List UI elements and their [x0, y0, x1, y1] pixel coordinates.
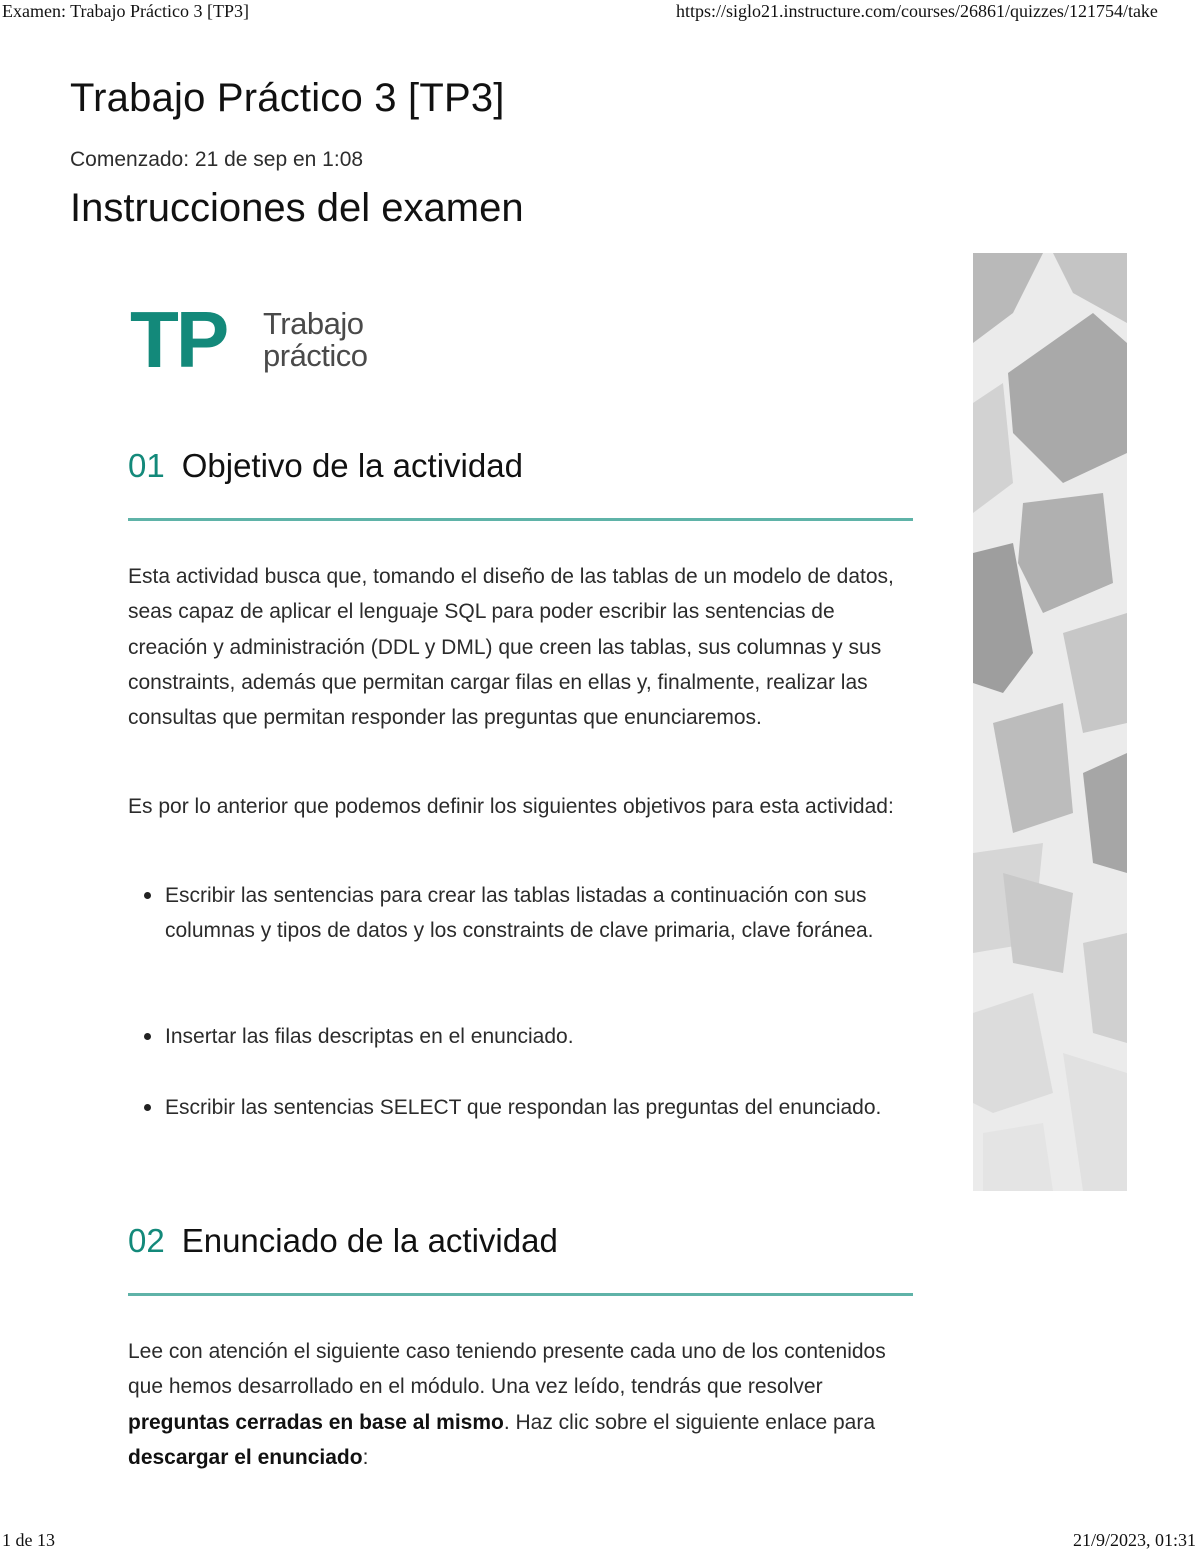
statement-bold-1: preguntas cerradas en base al mismo	[128, 1410, 504, 1434]
list-item-text: Insertar las filas descriptas en el enunciado.	[165, 1025, 574, 1048]
instructions-title: Instrucciones del examen	[70, 186, 524, 230]
section-divider	[128, 518, 913, 521]
list-item	[165, 878, 915, 949]
list-item-text: Escribir las sentencias SELECT que respondan las preguntas del enunciado.	[165, 1096, 882, 1119]
section-title: Enunciado de la actividad	[181, 1222, 558, 1259]
section-title: Objetivo de la actividad	[181, 447, 523, 484]
print-page-url: https://siglo21.instructure.com/courses/26861/quizzes/121754/take	[676, 1, 1158, 21]
print-datetime: 21/9/2023, 01:31	[1072, 1530, 1196, 1550]
bullet-dot	[144, 1104, 151, 1111]
tp-logo	[130, 295, 400, 388]
statement-text-3: :	[362, 1445, 369, 1469]
tp-logo-word-1: Trabajo	[263, 306, 364, 341]
statement-paragraph	[128, 1334, 918, 1475]
tp-logo-words	[263, 308, 368, 372]
section-heading-statement	[128, 1222, 913, 1260]
list-item	[165, 1019, 915, 1054]
bullet-dot	[144, 1033, 151, 1040]
print-footer	[0, 1530, 1200, 1556]
statement-text-2: . Haz clic sobre el siguiente enlace para	[503, 1410, 876, 1434]
print-header	[0, 1, 1200, 27]
print-page-number: 1 de 13	[2, 1530, 55, 1550]
tp-logo-word-2: práctico	[263, 338, 368, 373]
list-item	[165, 1090, 915, 1125]
section-number: 01	[128, 447, 165, 484]
tp-logo-letters: TP	[130, 295, 227, 384]
quiz-started-date: Comenzado: 21 de sep en 1:08	[70, 148, 364, 171]
section-number: 02	[128, 1222, 165, 1259]
objective-paragraph-1: Esta actividad busca que, tomando el diseño de las tablas de un modelo de datos, seas capaz de aplicar el lenguaje SQL para poder escribir las sentencias de creación y administración (DDL y DML) que creen las tablas, sus columnas y sus constraints, además que permitan cargar filas en ellas y, finalmente, realizar las consultas que permitan responder las preguntas que enunciaremos.	[128, 565, 894, 730]
page-title: Trabajo Práctico 3 [TP3]	[70, 76, 505, 120]
statement-text-1: Lee con atención el siguiente caso teniendo presente cada uno de los contenidos que hemos desarrollado en el módulo. Una vez leído, tendrás que resolver	[128, 1340, 886, 1399]
decorative-side-image	[973, 253, 1127, 1191]
list-item-text: Escribir las sentencias para crear las tablas listadas a continuación con sus columnas y tipos de datos y los constraints de clave primaria, clave foránea.	[165, 884, 874, 943]
bullet-dot	[144, 892, 151, 899]
section-heading-objective	[128, 447, 913, 485]
section-divider	[128, 1293, 913, 1296]
objective-paragraph-2: Es por lo anterior que podemos definir los siguientes objetivos para esta actividad:	[128, 795, 894, 818]
statement-bold-2: descargar el enunciado	[128, 1445, 363, 1469]
print-page-title: Examen: Trabajo Práctico 3 [TP3]	[2, 1, 249, 21]
